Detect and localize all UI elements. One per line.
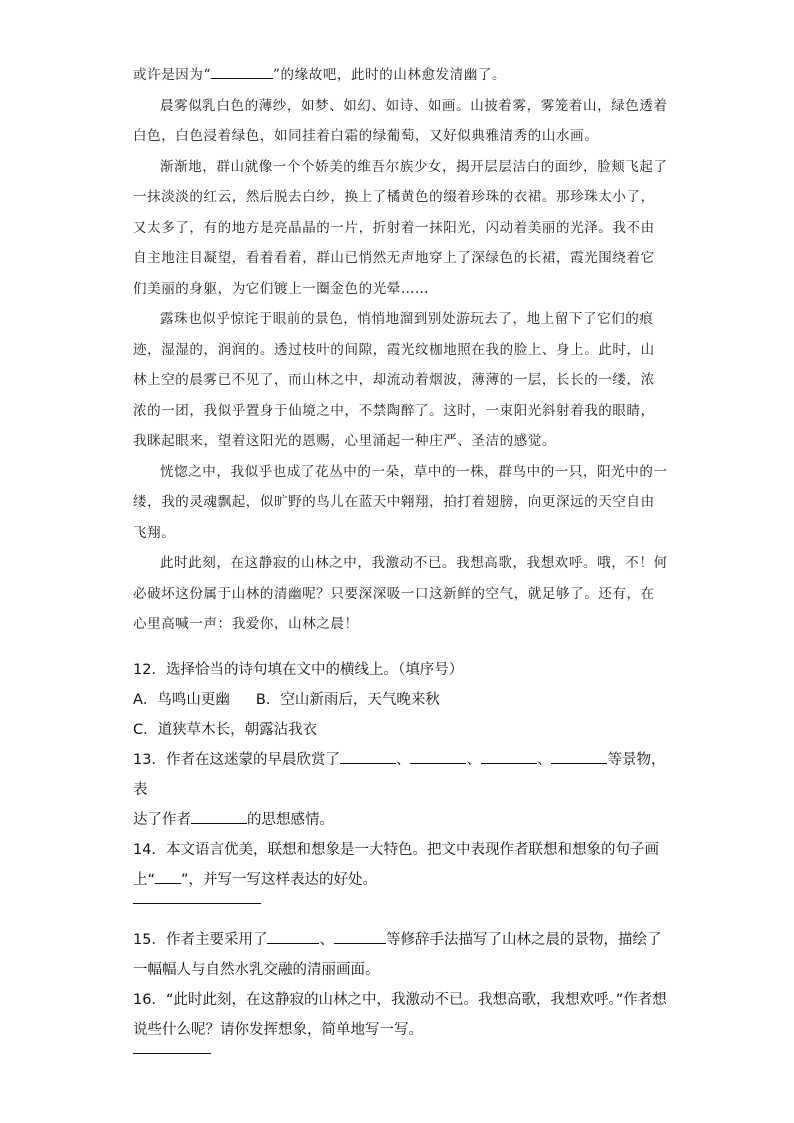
question-13 xyxy=(133,745,668,835)
q13-separator: 、 xyxy=(395,752,411,768)
option-b: B．空山新雨后，天气晚来秋 xyxy=(255,692,440,708)
passage-paragraph-4: 露珠也似乎惊诧于眼前的景色，悄悄地溜到别处游玩去了，地上留下了它们的痕迹，湿湿的，润润的。透过枝叶的间隙，霞光纹枷地照在我的脸上、身上。此时，山林上空的晨雾已不见了，而山林之中，却流动着烟波，薄薄的一层，长长的一缕，浓浓的一团，我似乎置身于仙境之中，不禁陶醉了。这时，一束阳光斜射着我的眼睛，我眯起眼来，望着这阳光的恩赐，心里涌起一种庄严、圣洁的感觉。 xyxy=(133,311,655,449)
question-12-options-ab xyxy=(133,685,668,715)
option-a: A．鸟鸣山更幽 xyxy=(133,692,230,708)
q14-text-a: 14．本文语言优美，联想和想象是一大特色。把文中表现作者联想和想象的句子画上“ xyxy=(133,842,659,888)
q13-separator: 、 xyxy=(466,752,481,768)
question-12: 12．选择恰当的诗句填在文中的横线上。（填序号） xyxy=(133,662,464,678)
answer-blank[interactable] xyxy=(410,750,466,764)
q13-separator: 、 xyxy=(536,752,552,768)
answer-blank[interactable] xyxy=(481,750,537,764)
q15-text-b: 等修辞手法描写了山林之晨的景物，描绘了一幅幅人与自然水乳交融的清丽画面。 xyxy=(133,932,662,978)
underline-mark xyxy=(155,870,181,884)
passage-p1-before: 或许是因为“ xyxy=(133,67,212,83)
passage-paragraph-3: 渐渐地，群山就像一个个娇美的维吾尔族少女，揭开层层洁白的面纱，脸颊飞起了一抹淡淡的红云，然后脱去白纱，换上了橘黄色的缀着珍珠的衣裙。那珍珠太小了，又太多了，有的地方是亮晶晶的一片，折射着一抹阳光，闪动着美丽的光泽。我不由自主地注目凝望，看着看着，群山已悄然无声地穿上了深绿色的长裙，霞光围绕着它们美丽的身躯，为它们镀上一圈金色的光晕…… xyxy=(133,158,668,297)
answer-blank[interactable] xyxy=(340,750,396,764)
passage-paragraph-2: 晨雾似乳白色的薄纱，如梦、如幻、如诗、如画。山披着雾，雾笼着山，绿色透着白色，白色浸着绿色，如同挂着白霜的绿葡萄，又好似典雅清秀的山水画。 xyxy=(133,97,668,144)
q13-text-a: 13．作者在这迷蒙的早晨欣赏了 xyxy=(133,752,340,768)
passage-paragraph-5: 恍惚之中，我似乎也成了花丛中的一朵，草中的一株，群鸟中的一只，阳光中的一缕，我的灵魂飘起，似旷野的鸟儿在蓝天中翱翔，拍打着翅膀，向更深远的天空自由飞翔。 xyxy=(133,463,668,541)
question-15 xyxy=(133,925,668,985)
q13-text-d: 的思想感情。 xyxy=(247,812,334,828)
q13-text-c: 达了作者 xyxy=(133,812,191,828)
question-section xyxy=(133,655,668,1075)
q15-text-a: 15．作者主要采用了 xyxy=(133,932,268,948)
q14-text-b: ”，并写一写这样表达的好处。 xyxy=(181,872,378,888)
q13-text-b: 等景物，表 xyxy=(133,752,666,798)
answer-blank[interactable] xyxy=(191,810,247,824)
answer-blank[interactable] xyxy=(334,930,386,944)
answer-line[interactable] xyxy=(133,895,668,925)
answer-blank[interactable] xyxy=(551,750,607,764)
option-c: C．道狭草木长，朝露沾我衣 xyxy=(133,722,318,738)
question-16: 16．“此时此刻，在这静寂的山林之中，我激动不已。我想高歌，我想欢呼。”作者想说些什么呢？请你发挥想象，简单地写一写。 xyxy=(133,992,667,1038)
reading-passage xyxy=(133,60,668,640)
answer-line[interactable] xyxy=(133,1045,668,1075)
passage-paragraph-1 xyxy=(133,60,668,91)
passage-paragraph-6: 此时此刻，在这静寂的山林之中，我激动不已。我想高歌，我想欢呼。哦，不！何必破坏这份属于山林的清幽呢？只要深深吸一口这新鲜的空气，就足够了。还有，在心里高喊一声：我爱你，山林之晨！ xyxy=(133,555,668,632)
q15-separator: 、 xyxy=(319,932,334,948)
question-14 xyxy=(133,835,668,895)
fill-in-blank[interactable] xyxy=(211,67,273,79)
passage-p1-after: ”的缘故吧，此时的山林愈发清幽了。 xyxy=(273,67,507,83)
answer-blank[interactable] xyxy=(267,930,319,944)
